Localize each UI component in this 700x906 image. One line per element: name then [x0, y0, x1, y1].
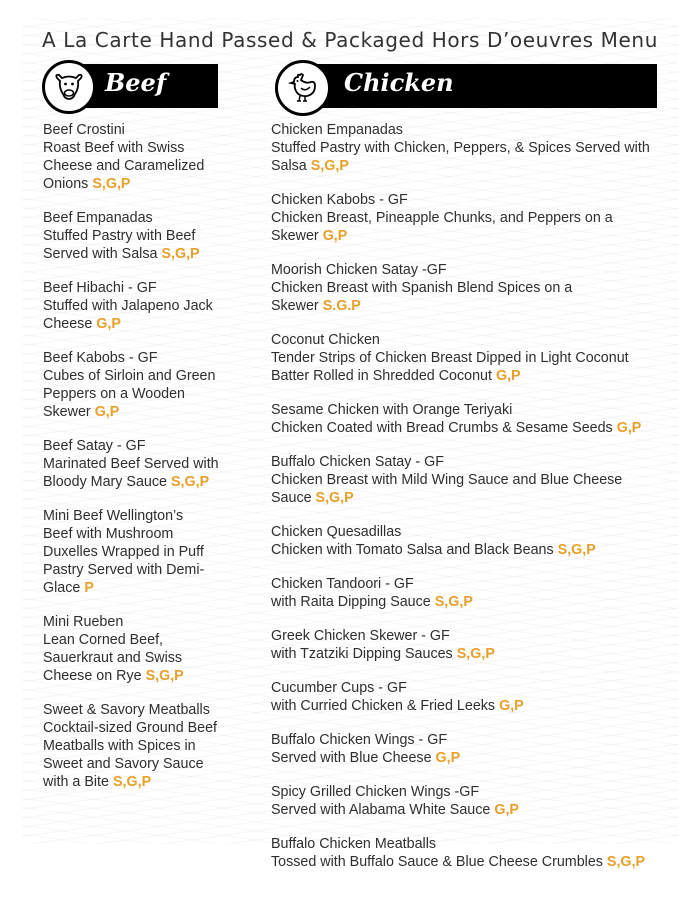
menu-item-name: Beef Satay - GF	[43, 438, 146, 454]
menu-item-name: Mini Beef Wellington’s	[43, 508, 184, 524]
menu-item	[271, 261, 656, 315]
menu-title: A La Carte Hand Passed & Packaged Hors D’oeuvres Menu	[42, 28, 658, 52]
menu-item-description-line	[271, 279, 656, 315]
menu-item-description: Tossed with Buffalo Sauce & Blue Cheese Crumbles	[271, 854, 603, 870]
menu-item-description-line	[271, 645, 656, 663]
menu-item-name: Chicken Empanadas	[271, 122, 403, 138]
cow-icon	[42, 60, 96, 114]
menu-item-description-line	[271, 853, 656, 871]
menu-item-description: Chicken Breast with Spanish Blend Spices on a Skewer	[271, 280, 573, 314]
menu-item-name: Cucumber Cups - GF	[271, 680, 407, 696]
menu-item-description-line	[43, 631, 228, 685]
menu-item-tags: S,G,P	[315, 490, 354, 506]
menu-item-description-line	[271, 139, 656, 175]
menu-item-tags: P	[84, 580, 94, 596]
menu-item-tags: S,G,P	[310, 158, 349, 174]
menu-item-name: Sesame Chicken with Orange Teriyaki	[271, 402, 513, 418]
menu-item-description-line	[43, 367, 228, 421]
menu-item-tags: G,P	[435, 750, 461, 766]
menu-item-name: Moorish Chicken Satay -GF	[271, 262, 447, 278]
menu-item-description: Chicken Coated with Bread Crumbs & Sesame Seeds	[271, 420, 613, 436]
menu-item	[271, 575, 656, 611]
menu-item-name: Buffalo Chicken Meatballs	[271, 836, 437, 852]
menu-item-description-line	[43, 455, 228, 491]
menu-item-description-line	[271, 697, 656, 715]
menu-item-description-line	[43, 139, 228, 193]
menu-item-tags: G,P	[499, 698, 524, 714]
menu-item-description: Lean Corned Beef, Sauerkraut and Swiss Cheese on Rye	[43, 632, 183, 684]
menu-item-description: Beef with Mushroom Duxelles Wrapped in Puff Pastry Served with Demi-Glace	[43, 526, 205, 596]
menu-item-description-line	[271, 349, 656, 385]
menu-item	[271, 679, 656, 715]
menu-item-tags: S,G,P	[170, 474, 210, 490]
beef-heading: Beef	[105, 68, 167, 97]
menu-item-description-line	[43, 227, 228, 263]
menu-item-tags: S,G,P	[145, 668, 184, 684]
menu-item	[271, 401, 656, 437]
menu-item-description: Stuffed Pastry with Beef Served with Salsa	[43, 228, 196, 262]
menu-item-description-line	[271, 471, 656, 507]
menu-item-tags: G,P	[495, 368, 521, 384]
menu-item-description: Cubes of Sirloin and Green Peppers on a Wooden Skewer	[43, 368, 216, 420]
menu-item-tags: S.G.P	[322, 298, 361, 314]
menu-item-name: Buffalo Chicken Satay - GF	[271, 454, 444, 470]
menu-item-name: Coconut Chicken	[271, 332, 380, 348]
menu-item	[43, 701, 228, 791]
menu-item-tags: S,G,P	[557, 542, 596, 558]
menu-item	[43, 279, 228, 333]
menu-item-description-line	[271, 749, 656, 767]
menu-item-description-line	[43, 719, 228, 791]
menu-item-description: Tender Strips of Chicken Breast Dipped in Light Coconut Batter Rolled in Shredded Coconut	[271, 350, 629, 384]
menu-item-tags: G,P	[96, 316, 121, 332]
menu-item-name: Beef Kabobs - GF	[43, 350, 158, 366]
chicken-item-list	[271, 121, 656, 887]
menu-item-description: Chicken Breast, Pineapple Chunks, and Peppers on a Skewer	[271, 210, 613, 244]
menu-item-tags: S,G,P	[92, 176, 131, 192]
menu-item-name: Chicken Tandoori - GF	[271, 576, 414, 592]
rooster-icon	[275, 60, 331, 116]
menu-item-name: Beef Empanadas	[43, 210, 153, 226]
menu-item-tags: S,G,P	[456, 646, 495, 662]
menu-item-name: Sweet & Savory Meatballs	[43, 702, 210, 718]
menu-item	[43, 349, 228, 421]
menu-item	[43, 437, 228, 491]
menu-item-description: Served with Blue Cheese	[271, 750, 432, 766]
menu-item-description: Chicken with Tomato Salsa and Black Beans	[271, 542, 554, 558]
menu-item-description-line	[271, 801, 656, 819]
menu-item	[43, 507, 228, 597]
menu-item-name: Spicy Grilled Chicken Wings -GF	[271, 784, 480, 800]
menu-item-tags: S,G,P	[112, 774, 152, 790]
menu-item-description: Stuffed Pastry with Chicken, Peppers, & Spices Served with Salsa	[271, 140, 650, 174]
menu-item-description: with Tzatziki Dipping Sauces	[271, 646, 453, 662]
menu-item	[43, 209, 228, 263]
menu-item-description: Roast Beef with Swiss Cheese and Caramelized Onions	[43, 140, 205, 192]
menu-item-tags: S,G,P	[606, 854, 646, 870]
menu-item-name: Mini Rueben	[43, 614, 124, 630]
menu-item	[271, 191, 656, 245]
menu-item	[271, 523, 656, 559]
menu-item-name: Buffalo Chicken Wings - GF	[271, 732, 448, 748]
beef-item-list	[43, 121, 228, 807]
menu-item	[271, 835, 656, 871]
menu-item-description: with Curried Chicken & Fried Leeks	[271, 698, 496, 714]
chicken-heading: Chicken	[344, 68, 454, 97]
menu-item-name: Chicken Quesadillas	[271, 524, 402, 540]
menu-item-tags: G,P	[494, 802, 519, 818]
menu-item-tags: S,G,P	[161, 246, 200, 262]
menu-item-description-line	[271, 419, 656, 437]
menu-item-description: with Raita Dipping Sauce	[271, 594, 431, 610]
menu-item	[271, 783, 656, 819]
menu-item-description-line	[271, 541, 656, 559]
menu-item-description-line	[271, 209, 656, 245]
menu-item	[43, 613, 228, 685]
menu-item-name: Greek Chicken Skewer - GF	[271, 628, 450, 644]
menu-item-description: Marinated Beef Served with Bloody Mary Sauce	[43, 456, 219, 490]
menu-item-tags: S,G,P	[434, 594, 473, 610]
menu-item-description: Cocktail-sized Ground Beef Meatballs with Spices in Sweet and Savory Sauce with a Bite	[43, 720, 218, 790]
menu-item-description: Chicken Breast with Mild Wing Sauce and Blue Cheese Sauce	[271, 472, 623, 506]
chicken-section-header	[300, 64, 657, 108]
menu-item	[271, 731, 656, 767]
menu-item-tags: G,P	[94, 404, 120, 420]
menu-item-name: Beef Crostini	[43, 122, 125, 138]
menu-item	[271, 121, 656, 175]
menu-item-description-line	[43, 525, 228, 597]
menu-item-description: Served with Alabama White Sauce	[271, 802, 491, 818]
menu-item-description: Stuffed with Jalapeno Jack Cheese	[43, 298, 213, 332]
menu-item-description-line	[43, 297, 228, 333]
menu-item-description-line	[271, 593, 656, 611]
menu-item	[271, 627, 656, 663]
menu-item	[43, 121, 228, 193]
menu-item-tags: G,P	[322, 228, 348, 244]
menu-item	[271, 331, 656, 385]
menu-item-name: Beef Hibachi - GF	[43, 280, 157, 296]
menu-item	[271, 453, 656, 507]
menu-item-name: Chicken Kabobs - GF	[271, 192, 408, 208]
menu-item-tags: G,P	[616, 420, 642, 436]
